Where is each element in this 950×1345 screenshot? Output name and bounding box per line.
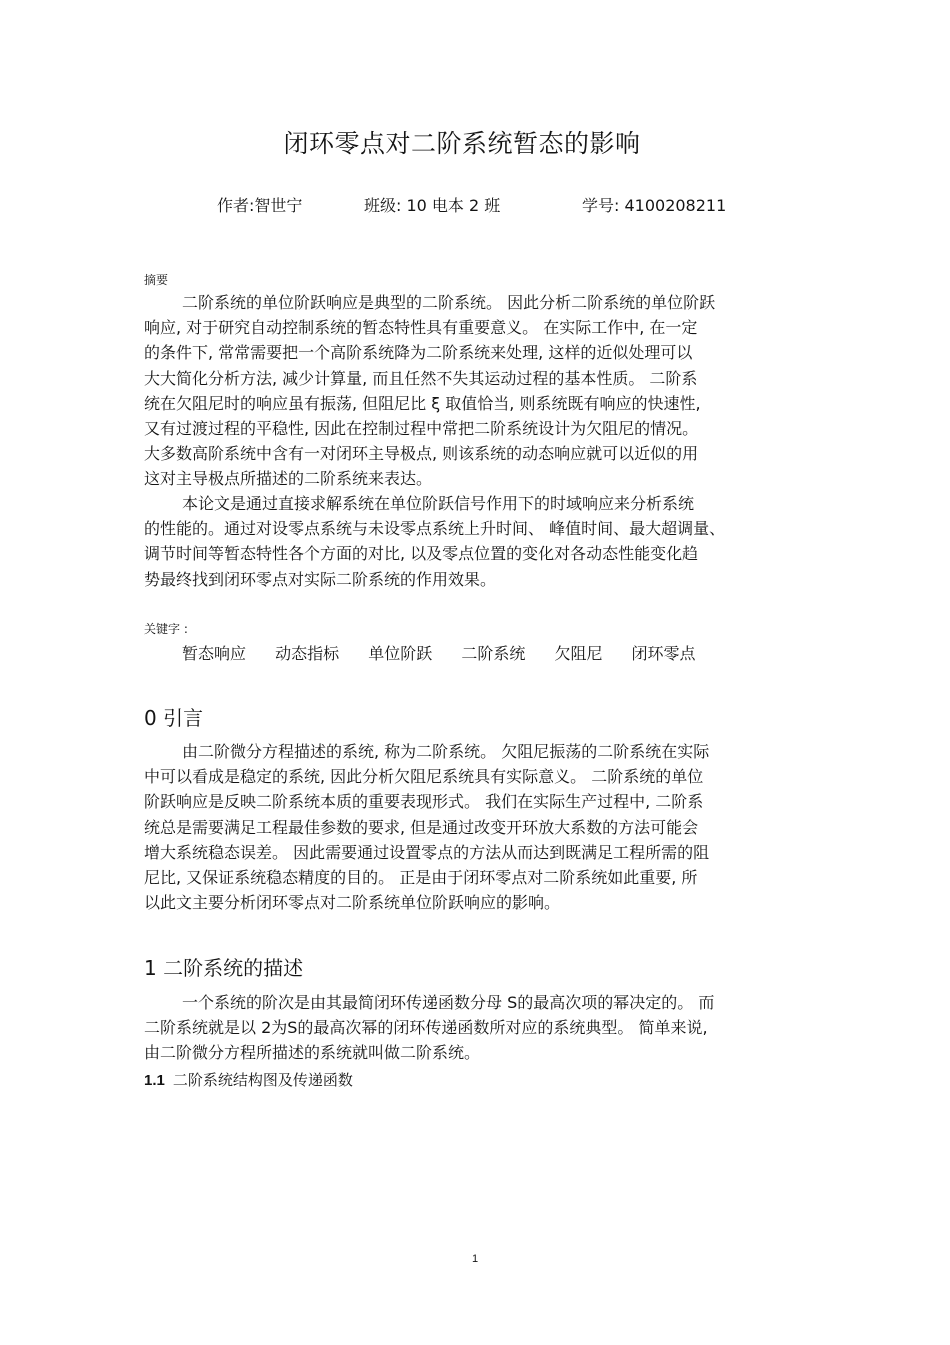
- description-paragraph: [144, 990, 814, 1066]
- intro-paragraph: [144, 739, 814, 915]
- keyword: 单位阶跃: [368, 644, 433, 663]
- page-number: 1: [471, 1253, 479, 1265]
- text-line: 响应, 对于研究自动控制系统的暂态特性具有重要意义。 在实际工作中, 在一定: [144, 318, 698, 338]
- student-id: 学号: 4100208211: [582, 196, 727, 215]
- text-line: 的条件下, 常常需要把一个高阶系统降为二阶系统来处理, 这样的近似处理可以: [144, 343, 693, 363]
- text-line: 由二阶微分方程所描述的系统就叫做二阶系统。: [144, 1043, 481, 1063]
- keyword: 欠阻尼: [554, 644, 603, 663]
- text-line: 这对主导极点所描述的二阶系统来表达。: [144, 469, 433, 489]
- text-line: 由二阶微分方程描述的系统, 称为二阶系统。 欠阻尼振荡的二阶系统在实际: [182, 742, 710, 761]
- abstract-paragraph-1: [144, 290, 814, 492]
- keyword: 闭环零点: [631, 644, 696, 663]
- text-line: 二阶系统的单位阶跃响应是典型的二阶系统。 因此分析二阶系统的单位阶跃: [182, 293, 716, 312]
- text-line: 增大系统稳态误差。 因此需要通过设置零点的方法从而达到既满足工程所需的阻: [144, 842, 710, 862]
- class-info: 班级: 10 电本 2 班: [364, 196, 501, 215]
- text-line: 阶跃响应是反映二阶系统本质的重要表现形式。 我们在实际生产过程中, 二阶系: [144, 792, 704, 812]
- text-line: 二阶系统就是以 2为S的最高次幂的闭环传递函数所对应的系统典型。 简单来说,: [144, 1018, 708, 1038]
- section-heading-intro: 0 引言: [144, 706, 204, 730]
- text-line: 尼比, 又保证系统稳态精度的目的。 正是由于闭环零点对二阶系统如此重要, 所: [144, 867, 698, 887]
- abstract-paragraph-2: [144, 491, 814, 592]
- keywords-list: [182, 641, 720, 664]
- subsection-heading: [144, 1069, 353, 1090]
- paper-title: 闭环零点对二阶系统暂态的影响: [283, 129, 641, 158]
- subsection-title: 二阶系统结构图及传递函数: [172, 1071, 353, 1089]
- subsection-number: 1.1: [144, 1072, 165, 1089]
- text-line: 又有过渡过程的平稳性, 因此在控制过程中常把二阶系统设计为欠阻尼的情况。: [144, 418, 699, 438]
- text-line: 的性能的。通过对设零点系统与未设零点系统上升时间、 峰值时间、最大超调量、: [144, 519, 726, 539]
- keywords-label: 关键字 :: [144, 622, 188, 636]
- keyword: 动态指标: [275, 644, 340, 663]
- text-line: 调节时间等暂态特性各个方面的对比, 以及零点位置的变化对各动态性能变化趋: [144, 544, 699, 564]
- keyword: 二阶系统: [461, 644, 526, 663]
- section-heading-description: 1 二阶系统的描述: [144, 956, 304, 980]
- abstract-label: 摘要: [144, 273, 169, 287]
- keyword: 暂态响应: [182, 644, 247, 663]
- text-line: 中可以看成是稳定的系统, 因此分析欠阻尼系统具有实际意义。 二阶系统的单位: [144, 767, 704, 787]
- text-line: 大多数高阶系统中含有一对闭环主导极点, 则该系统的动态响应就可以近似的用: [144, 444, 699, 464]
- text-line: 一个系统的阶次是由其最简闭环传递函数分母 S的最高次项的幂决定的。 而: [182, 993, 715, 1012]
- text-line: 本论文是通过直接求解系统在单位阶跃信号作用下的时域响应来分析系统: [182, 494, 695, 513]
- author-name: 作者:智世宁: [217, 196, 303, 215]
- text-line: 大大简化分析方法, 减少计算量, 而且任然不失其运动过程的基本性质。 二阶系: [144, 368, 698, 388]
- text-line: 统在欠阻尼时的响应虽有振荡, 但阻尼比 ξ 取值恰当, 则系统既有响应的快速性,: [144, 393, 701, 413]
- text-line: 以此文主要分析闭环零点对二阶系统单位阶跃响应的影响。: [144, 893, 561, 913]
- text-line: 统总是需要满足工程最佳参数的要求, 但是通过改变开环放大系数的方法可能会: [144, 817, 699, 837]
- text-line: 势最终找到闭环零点对实际二阶系统的作用效果。: [144, 569, 497, 589]
